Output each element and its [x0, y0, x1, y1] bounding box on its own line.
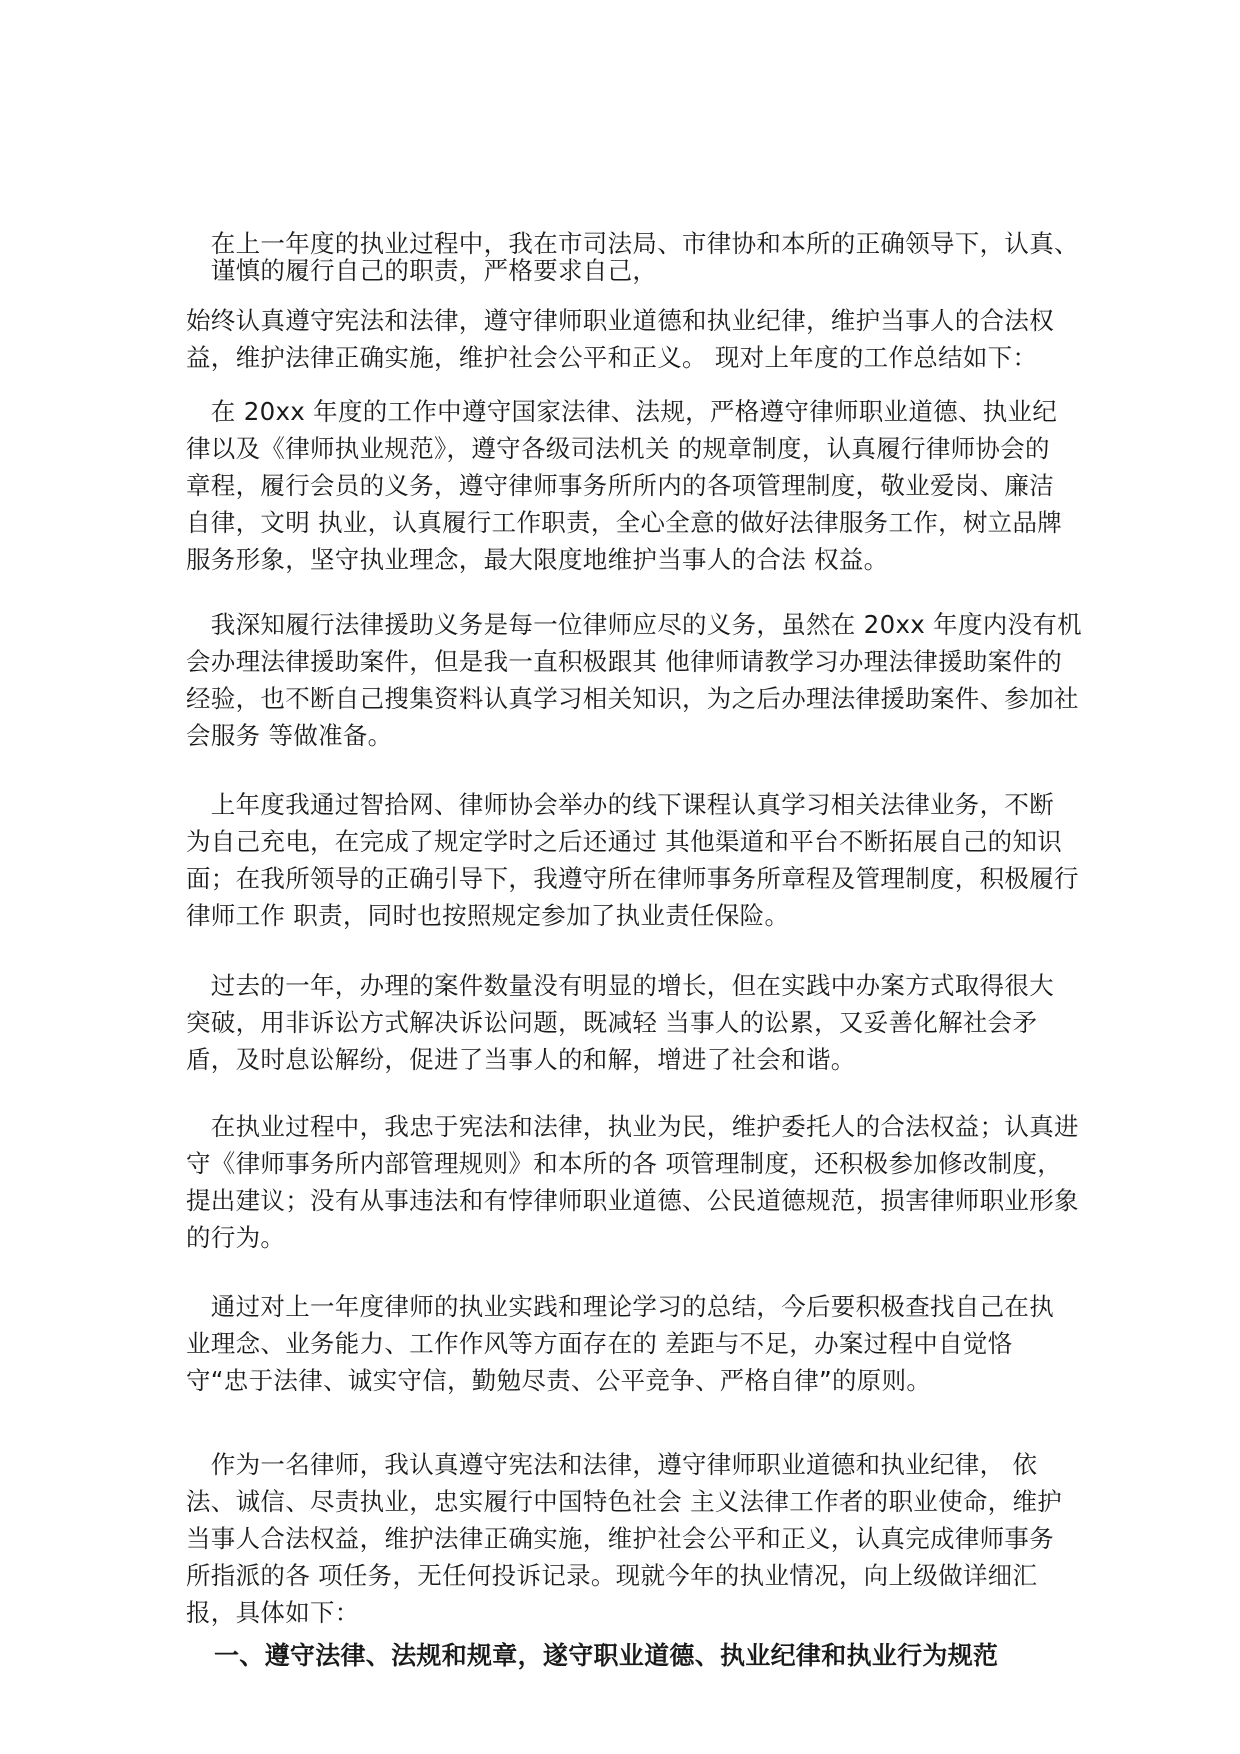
text-line: 当事人合法权益，维护法律正确实施，维护社会公平和正义，认真完成律师事务: [186, 1524, 1054, 1553]
text-line: 会服务 等做准备。: [186, 721, 393, 750]
text-line: 章程，履行会员的义务，遵守律师事务所所内的各项管理制度，敬业爱岗、廉洁: [186, 471, 1054, 500]
text-line: 提出建议；没有从事违法和有悖律师职业道德、公民道德规范，损害律师职业形象: [186, 1186, 1079, 1215]
text-line: 自律，文明 执业，认真履行工作职责，全心全意的做好法律服务工作，树立品牌: [186, 508, 1063, 537]
text-line: 益，维护法律正确实施，维护社会公平和正义。 现对上年度的工作总结如下：: [186, 343, 1038, 372]
text-line: 业理念、业务能力、工作作风等方面存在的 差距与不足，办案过程中自觉恪: [186, 1329, 1013, 1358]
text-line: 在上一年度的执业过程中，我在市司法局、市律协和本所的正确领导下，认真、: [186, 229, 1079, 258]
text-line: 在 20xx 年度的工作中遵守国家法律、法规，严格遵守律师职业道德、执业纪: [186, 397, 1058, 426]
text-line: 报，具体如下：: [186, 1598, 360, 1627]
paragraph-1: [186, 229, 1079, 285]
text-line: 守《律师事务所内部管理规则》和本所的各 项管理制度，还积极参加修改制度，: [186, 1149, 1063, 1178]
text-line: 作为一名律师，我认真遵守宪法和法律，遵守律师职业道德和执业纪律， 依: [186, 1450, 1038, 1479]
text-line: 突破，用非诉讼方式解决诉讼问题，既减轻 当事人的讼累，又妥善化解社会矛: [186, 1008, 1038, 1037]
paragraph-6: [186, 967, 1056, 1078]
text-line: 通过对上一年度律师的执业实践和理论学习的总结，今后要积极查找自己在执: [186, 1292, 1054, 1321]
paragraph-3: [186, 393, 1063, 578]
paragraph-4: [186, 606, 1082, 754]
text-line: 面；在我所领导的正确引导下，我遵守所在律师事务所章程及管理制度，积极履行: [186, 864, 1079, 893]
text-line: 会办理法律援助案件，但是我一直积极跟其 他律师请教学习办理法律援助案件的: [186, 647, 1063, 676]
text-line: 经验，也不断自己搜集资料认真学习相关知识，为之后办理法律援助案件、参加社: [186, 684, 1079, 713]
paragraph-5: [186, 786, 1079, 934]
text-line: 的行为。: [186, 1223, 286, 1252]
text-line: 守“忠于法律、诚实守信，勤勉尽责、公平竞争、严格自律”的原则。: [186, 1366, 932, 1395]
paragraph-8: [186, 1288, 1056, 1399]
text-line: 律以及《律师执业规范》，遵守各级司法机关 的规章制度，认真履行律师协会的: [186, 434, 1050, 463]
text-line: 在执业过程中，我忠于宪法和法律，执业为民，维护委托人的合法权益；认真进: [186, 1112, 1079, 1141]
text-line: 盾，及时息讼解纷，促进了当事人的和解，增进了社会和谐。: [186, 1045, 856, 1074]
text-line: 过去的一年，办理的案件数量没有明显的增长，但在实践中办案方式取得很大: [186, 971, 1054, 1000]
text-line: 法、诚信、尽责执业，忠实履行中国特色社会 主义法律工作者的职业使命，维护: [186, 1487, 1063, 1516]
text-line: 为自己充电，在完成了规定学时之后还通过 其他渠道和平台不断拓展自己的知识: [186, 827, 1063, 856]
text-line: 谨慎的履行自己的职责，严格要求自己，: [186, 256, 658, 285]
paragraph-9: [186, 1446, 1063, 1631]
text-line: 服务形象，坚守执业理念，最大限度地维护当事人的合法 权益。: [186, 545, 889, 574]
section-heading: 一、遵守法律、法规和规章，遂守职业道德、执业纪律和执业行为规范: [214, 1641, 999, 1670]
text-line: 上年度我通过智拾网、律师协会举办的线下课程认真学习相关法律业务，不断: [186, 790, 1054, 819]
text-line: 我深知履行法律援助义务是每一位律师应尽的义务，虽然在 20xx 年度内没有机: [186, 610, 1082, 639]
text-line: 律师工作 职责，同时也按照规定参加了执业责任保险。: [186, 901, 790, 930]
paragraph-7: [186, 1108, 1079, 1256]
text-line: 始终认真遵守宪法和法律，遵守律师职业道德和执业纪律，维护当事人的合法权: [186, 306, 1054, 335]
text-line: 所指派的各 项任务，无任何投诉记录。现就今年的执业情况，向上级做详细汇: [186, 1561, 1038, 1590]
paragraph-2: [186, 302, 1056, 376]
